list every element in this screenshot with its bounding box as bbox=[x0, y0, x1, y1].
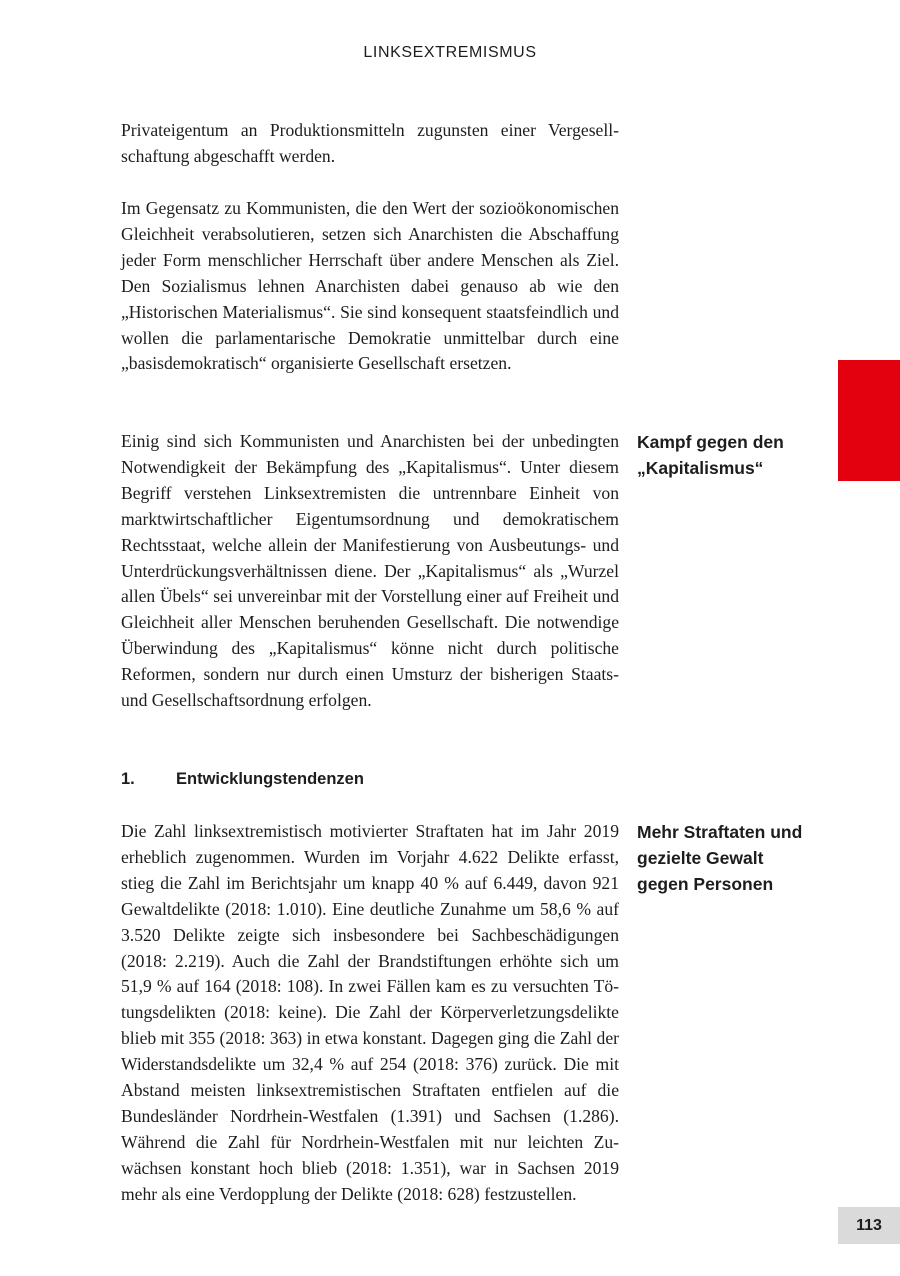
paragraph-kapitalismus: Einig sind sich Kommunisten und Anarchisten bei der unbedingten Notwendigkeit der Bekämpfung des „Kapitalismus“. Unter diesem Begriff verstehen Linksextremisten die untrennbare Einheit von marktwirtschaftlicher Eigentumsordnung und demokratischem Rechtsstaat, welche allein der Manifestierung von Ausbeutungs- und Unterdrückungsverhältnissen diene. Der „Kapitalismus“ als „Wurzel allen Übels“ sei unvereinbar mit der Vorstellung einer auf Freiheit und Gleichheit aller Menschen beruhenden Gesellschaft. Die notwendige Überwindung des „Kapitalismus“ könne nicht durch politische Reformen, sondern nur durch einen Umsturz der bisherigen Staats- und Gesellschaftsordnung erfolgen. bbox=[121, 431, 619, 711]
section-heading bbox=[121, 767, 364, 791]
margin-note-kapitalismus: Kampf gegen den „Kapitalismus“ bbox=[637, 432, 784, 478]
paragraph-privateigentum: Privateigentum an Produktionsmitteln zugunsten einer Vergesellschaftung abgeschafft werden. bbox=[121, 120, 619, 166]
paragraph-straftaten: Die Zahl linksextremistisch motivierter Straftaten hat im Jahr 2019 erheblich zugenommen. Wurden im Vorjahr 4.622 Delikte erfasst, stieg die Zahl im Berichtsjahr um knapp 40 % auf 6.449, davon 921 Gewaltdelikte (2018: 1.010). Eine deutliche Zunahme um 58,6 % auf 3.520 Delikte zeigte sich insbesondere bei Sachbeschädigungen (2018: 2.219). Auch die Zahl der Brandstiftungen erhöhte sich um 51,9 % auf 164 (2018: 108). In zwei Fällen kam es zu versuchten Tötungsdelikten (2018: keine). Die Zahl der Körperverletzungsdelikte blieb mit 355 (2018: 363) in etwa konstant. Dagegen ging die Zahl der Widerstandsdelikte um 32,4 % auf 254 (2018: 376) zurück. Die mit Abstand meisten linksextremistischen Straftaten entfielen auf die Bundesländer Nordrhein-Westfalen (1.391) und Sachsen (1.286). Während die Zahl für Nordrhein-Westfalen mit nur leichten Zuwächsen konstant hoch blieb (2018: 1.351), war in Sachsen 2019 mehr als eine Verdopplung der Delikte (2018: 628) festzustellen. bbox=[121, 821, 619, 1204]
running-header: LINKSEXTREMISMUS bbox=[363, 44, 537, 61]
section-number: 1. bbox=[121, 770, 135, 788]
page-number: 113 bbox=[838, 1207, 900, 1244]
chapter-thumb-tab bbox=[838, 360, 900, 481]
margin-note-straftaten: Mehr Straftaten und gezielte Gewalt gegen Personen bbox=[637, 822, 803, 894]
paragraph-anarchisten: Im Gegensatz zu Kommunisten, die den Wert der sozioökonomischen Gleichheit verabsolutieren, setzen sich Anarchisten die Abschaffung jeder Form menschlicher Herrschaft über andere Menschen als Ziel. Den Sozialismus lehnen Anarchisten dabei genauso ab wie den „Historischen Materialismus“. Sie sind konsequent staatsfeindlich und wollen die parlamentarische Demokratie unmittelbar durch eine „basisdemokratisch“ organisierte Gesellschaft ersetzen. bbox=[121, 198, 619, 374]
section-title: Entwicklungstendenzen bbox=[176, 770, 364, 788]
